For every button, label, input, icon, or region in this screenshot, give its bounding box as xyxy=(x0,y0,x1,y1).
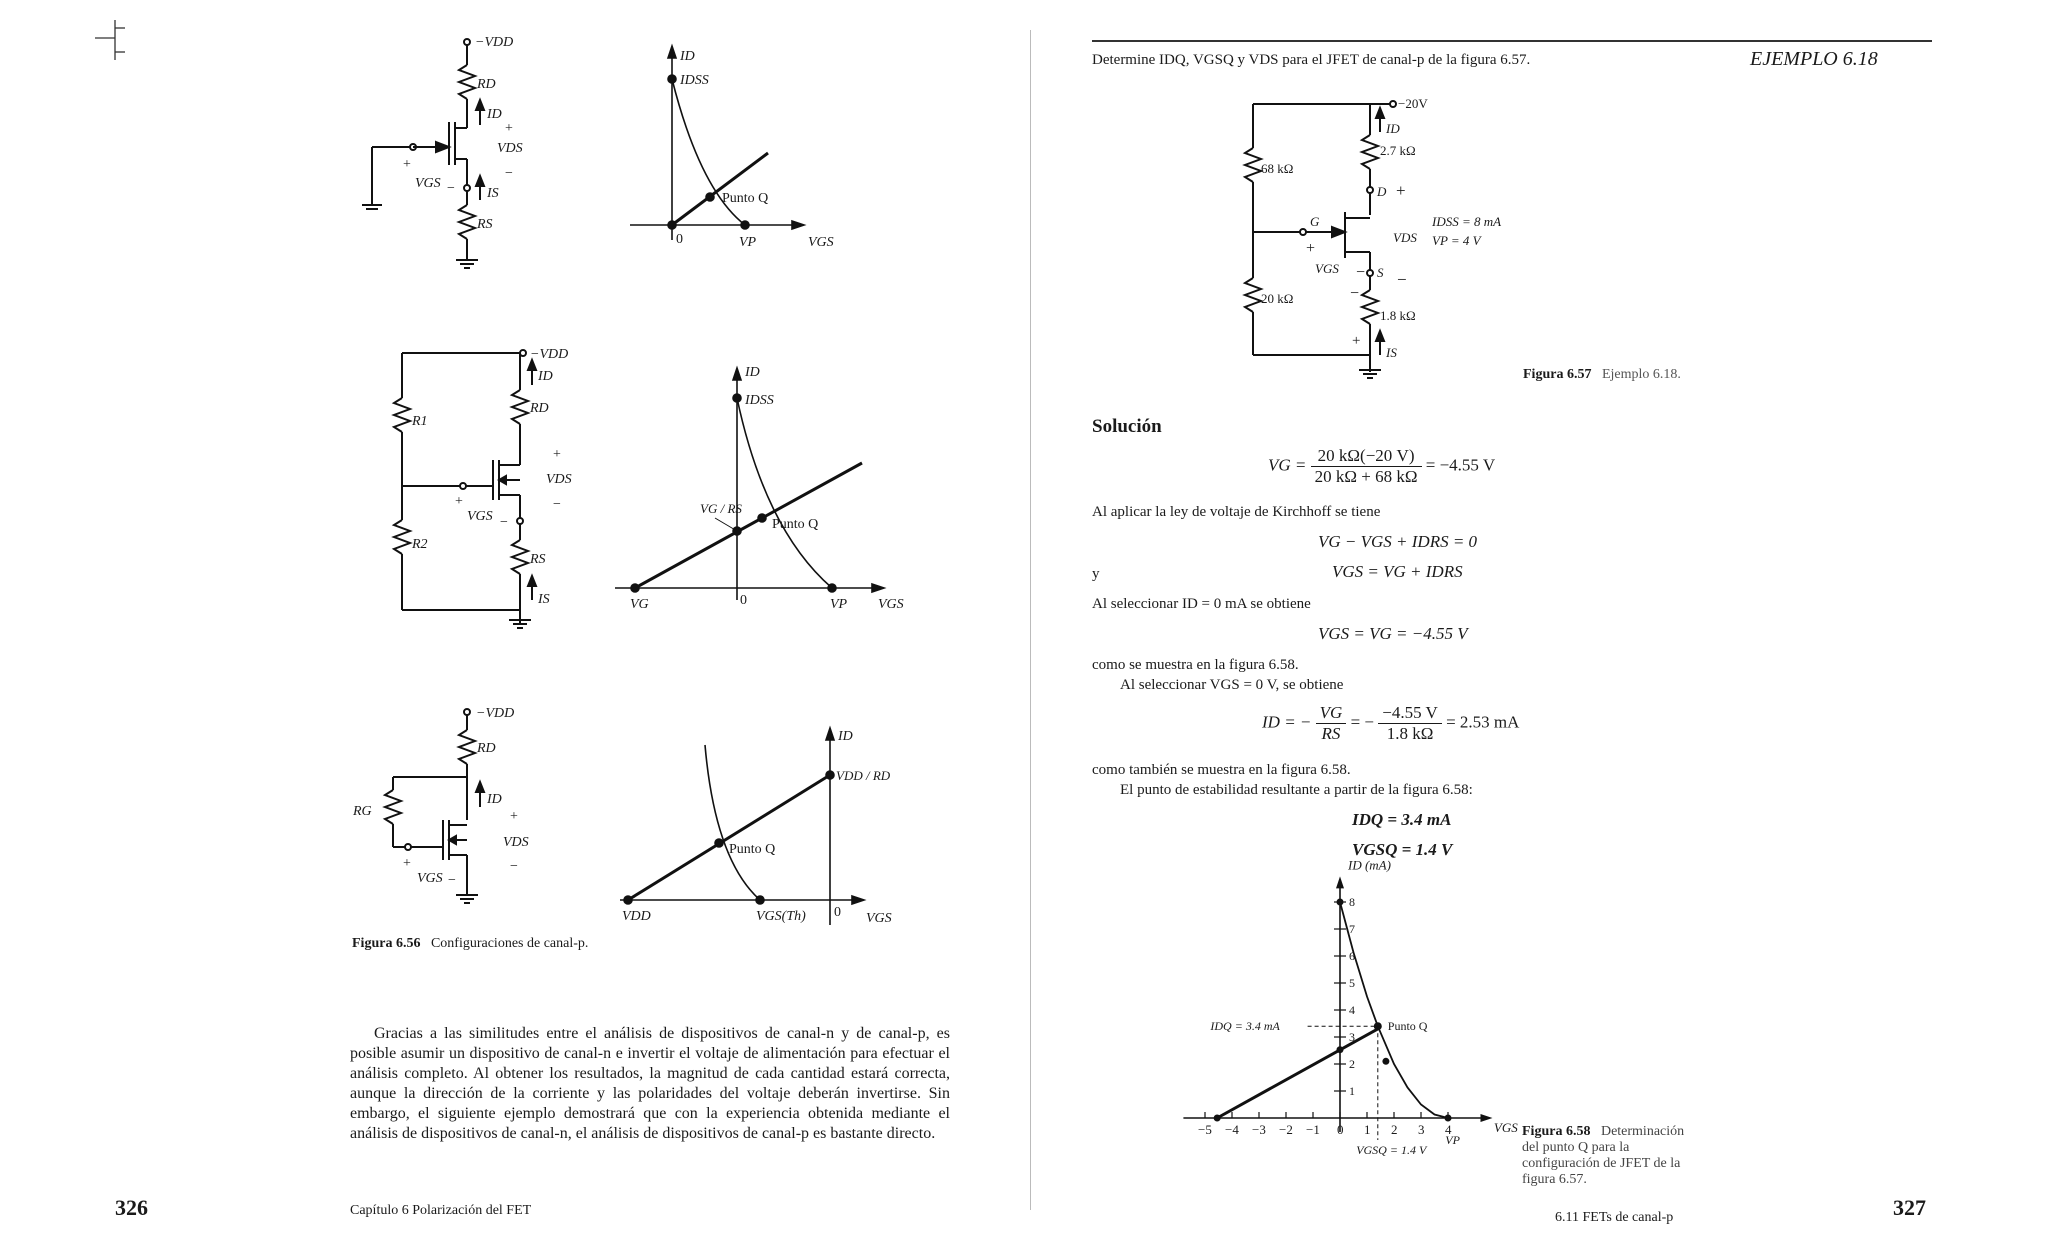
c2-vgs-minus: − xyxy=(500,515,508,530)
c57-idss: IDSS = 8 mA xyxy=(1432,214,1502,229)
c1-minus: − xyxy=(505,166,513,181)
x-tick-label: −3 xyxy=(1252,1122,1266,1137)
x-tick-label: −5 xyxy=(1198,1122,1212,1137)
vgsq-annotation: VGSQ = 1.4 V xyxy=(1356,1143,1427,1157)
c3-rg-label: RG xyxy=(353,804,372,819)
problem-statement: Determine IDQ, VGSQ y VDS para el JFET de canal-p de la figura 6.57. xyxy=(1092,52,1531,68)
right-page-footer: 6.11 FETs de canal-p xyxy=(1555,1210,1674,1225)
eq-id-num2: −4.55 V xyxy=(1378,703,1442,724)
id0-line: Al seleccionar ID = 0 mA se obtiene xyxy=(1092,596,1311,612)
c57-d: D xyxy=(1377,184,1387,199)
c57-supply: −20V xyxy=(1398,96,1428,111)
c2-vdd-label: −VDD xyxy=(530,347,569,362)
g3-vdd-label: VDD xyxy=(622,909,651,924)
g2-idss-label: IDSS xyxy=(745,393,774,408)
kirchhoff-line: Al aplicar la ley de voltaje de Kirchhoff se tiene xyxy=(1092,504,1381,520)
curve-point xyxy=(1337,1046,1344,1053)
eq-vg-den: 20 kΩ + 68 kΩ xyxy=(1314,467,1418,486)
c57-plus: + xyxy=(1396,181,1406,200)
vgs0-line: Al seleccionar VGS = 0 V, se obtiene xyxy=(1120,677,1344,693)
y-tick-label: 3 xyxy=(1349,1030,1355,1044)
eq-id-lhs: ID = − xyxy=(1262,712,1312,732)
x-tick-label: 3 xyxy=(1418,1122,1425,1137)
figure-56-label: Figura 6.56 xyxy=(352,936,421,951)
g1-vgs-label: VGS xyxy=(808,235,834,250)
c2-vgs-label: VGS xyxy=(467,509,493,524)
c3-minus: − xyxy=(510,859,518,874)
c57-rd: 2.7 kΩ xyxy=(1380,143,1416,158)
x-tick-label: −4 xyxy=(1225,1122,1239,1137)
g1-q-label: Punto Q xyxy=(722,191,769,206)
g1-origin: 0 xyxy=(676,232,683,247)
c3-vgs-minus: − xyxy=(448,873,456,888)
bias-line xyxy=(1217,1029,1378,1118)
c2-vgs-plus: + xyxy=(455,494,463,509)
g1-idss-label: IDSS xyxy=(680,73,709,88)
x-tick-label: 4 xyxy=(1445,1122,1452,1137)
c2-is-label: IS xyxy=(538,592,550,607)
g3-q-label: Punto Q xyxy=(729,842,776,857)
c1-plus: + xyxy=(505,121,513,136)
c2-vds-label: VDS xyxy=(546,472,572,487)
c3-vds-label: VDS xyxy=(503,835,529,850)
x-axis-arrow xyxy=(1481,1114,1493,1122)
fig-ref-line-2: como también se muestra en la figura 6.58. xyxy=(1092,762,1351,778)
c3-rd-label: RD xyxy=(477,741,496,756)
x-tick-label: 0 xyxy=(1337,1122,1344,1137)
c57-id: ID xyxy=(1386,121,1400,136)
c57-s: S xyxy=(1377,265,1384,280)
eq-kvl: VG − VGS + IDRS = 0 xyxy=(1318,532,1478,551)
y-tick-label: 8 xyxy=(1349,895,1355,909)
y-tick-label: 5 xyxy=(1349,976,1355,990)
figure-58-label: Figura 6.58 xyxy=(1522,1124,1591,1139)
figure-58-caption xyxy=(1522,1124,1702,1188)
figure-57-caption xyxy=(1523,367,1681,383)
curve-point xyxy=(1382,1058,1389,1065)
c3-vdd-label: −VDD xyxy=(476,706,515,721)
c1-is-label: IS xyxy=(487,186,499,201)
c1-vdd-label: −VDD xyxy=(475,35,514,50)
c57-g: G xyxy=(1310,214,1320,229)
circuit-6-57 xyxy=(1245,101,1396,378)
g3-vgs-label: VGS xyxy=(866,911,892,926)
fig-ref-line-1: como se muestra en la figura 6.58. xyxy=(1092,657,1299,673)
eq-id-frac1 xyxy=(1316,703,1347,744)
q-point-label: Punto Q xyxy=(1387,1019,1428,1034)
c3-id-label: ID xyxy=(487,792,502,807)
c1-vgs-label: VGS xyxy=(415,176,441,191)
c57-rs: 1.8 kΩ xyxy=(1380,308,1416,323)
c57-r2: 20 kΩ xyxy=(1261,291,1294,306)
y-tick-label: 6 xyxy=(1349,949,1355,963)
c57-is: IS xyxy=(1386,345,1397,360)
y-tick-label: 7 xyxy=(1349,922,1355,936)
y-tick-label: 4 xyxy=(1349,1003,1355,1017)
figure-58-text: Determinación del punto Q para la configuración de JFET de la figura 6.57. xyxy=(1522,1124,1685,1187)
eq-vg-num: 20 kΩ(−20 V) xyxy=(1311,446,1422,467)
x-tick-label: −1 xyxy=(1306,1122,1320,1137)
g1-id-label: ID xyxy=(680,49,695,64)
y-axis-label: ID (mA) xyxy=(1348,857,1391,873)
c2-rd-label: RD xyxy=(530,401,549,416)
c2-r2-label: R2 xyxy=(412,537,428,552)
figure-57-label: Figura 6.57 xyxy=(1523,367,1592,382)
c2-id-label: ID xyxy=(538,369,553,384)
stability-line: El punto de estabilidad resultante a partir de la figura 6.58: xyxy=(1120,782,1473,798)
c1-rs-label: RS xyxy=(477,217,493,232)
eq-id-den1: RS xyxy=(1321,724,1341,743)
y-axis-arrow xyxy=(1336,876,1344,888)
eq-id xyxy=(1262,703,1519,744)
figure-57-text: Ejemplo 6.18. xyxy=(1601,367,1681,382)
y-tick-label: 1 xyxy=(1349,1084,1355,1098)
g2-vp-label: VP xyxy=(830,597,848,612)
result-idq: IDQ = 3.4 mA xyxy=(1352,810,1452,829)
left-paragraph: Gracias a las similitudes entre el análisis de dispositivos de canal-n y de canal-p, es posible asumir un dispositivo de canal-n e invertir el voltaje de alimentación para efectuar el análisis completo. Al obtener los resultados, la magnitud de cada cantidad estará correcta, aunque la dirección de la corriente y las polaridades del voltaje deberán invertirse. Sin embargo, el siguiente ejemplo demostrará que con la experiencia obtenida mediante el análisis de dispositivos de canal-n, el análisis de dispositivos de canal-p es bastante directo. xyxy=(350,1025,950,1142)
idq-annotation: IDQ = 3.4 mA xyxy=(1210,1019,1280,1034)
c57-vgs-plus: + xyxy=(1306,240,1316,257)
x-tick-label: 1 xyxy=(1364,1122,1371,1137)
transfer-curve xyxy=(1340,902,1448,1118)
c2-minus: − xyxy=(553,497,561,512)
y-word: y xyxy=(1092,566,1100,582)
g3-origin: 0 xyxy=(834,905,841,920)
c57-plus2: + xyxy=(1352,333,1361,349)
curve-point xyxy=(1337,899,1344,906)
c57-r1: 68 kΩ xyxy=(1261,161,1294,176)
solution-heading: Solución xyxy=(1092,416,1162,437)
g1-vp-label: VP xyxy=(739,235,757,250)
g3-vdd-rd-label: VDD / RD xyxy=(836,768,891,783)
g3-id-label: ID xyxy=(838,729,853,744)
x-tick-label: 2 xyxy=(1391,1122,1398,1137)
c57-vp: VP = 4 V xyxy=(1432,233,1481,248)
eq-vgs: VGS = VG + IDRS xyxy=(1332,562,1463,581)
c3-plus: + xyxy=(510,809,518,824)
c57-vds: VDS xyxy=(1393,230,1417,245)
result-vgsq: VGSQ = 1.4 V xyxy=(1352,840,1453,859)
eq-vg xyxy=(1268,446,1495,487)
eq-id-frac2 xyxy=(1378,703,1442,744)
g2-vg-label: VG xyxy=(630,597,649,612)
eq-id-num1: VG xyxy=(1316,703,1347,724)
x-axis-label: VGS xyxy=(1493,1120,1518,1135)
c2-rs-label: RS xyxy=(530,552,546,567)
right-page-number: 327 xyxy=(1893,1195,1926,1220)
g2-q-label: Punto Q xyxy=(772,517,819,532)
eq-id-mid: = − xyxy=(1350,712,1374,732)
c57-vgs-minus: − xyxy=(1356,264,1366,281)
c2-r1-label: R1 xyxy=(412,414,428,429)
eq-vgs-value: VGS = VG = −4.55 V xyxy=(1318,624,1468,643)
c57-minus2: − xyxy=(1350,285,1360,302)
c57-vgs: VGS xyxy=(1315,261,1339,276)
curve-point xyxy=(1214,1115,1221,1122)
c2-plus: + xyxy=(553,447,561,462)
eq-vg-lhs: VG = xyxy=(1268,455,1307,475)
g2-id-label: ID xyxy=(745,365,760,380)
eq-id-rhs: = 2.53 mA xyxy=(1446,712,1520,732)
c1-vds-label: VDS xyxy=(497,141,523,156)
g2-origin: 0 xyxy=(740,593,747,608)
figure-6-58-chart xyxy=(1183,858,1518,1157)
vp-annotation: VP xyxy=(1445,1133,1460,1147)
g2-vg-rs-label: VG / RS xyxy=(700,501,742,516)
eq-vg-rhs: = −4.55 V xyxy=(1425,455,1496,475)
figure-56-text: Configuraciones de canal-p. xyxy=(430,936,589,951)
c1-id-label: ID xyxy=(487,107,502,122)
g3-vgsth-label: VGS(Th) xyxy=(756,909,806,924)
left-page-number: 326 xyxy=(115,1195,148,1220)
c57-minus: − xyxy=(1397,270,1407,289)
g2-vgs-label: VGS xyxy=(878,597,904,612)
curve-point xyxy=(1445,1115,1452,1122)
c1-rd-label: RD xyxy=(477,77,496,92)
c1-vgs-plus: + xyxy=(403,157,411,172)
c3-vgs-label: VGS xyxy=(417,871,443,886)
x-tick-label: −2 xyxy=(1279,1122,1293,1137)
left-page-footer: Capítulo 6 Polarización del FET xyxy=(350,1203,532,1218)
eq-vg-fraction xyxy=(1311,446,1422,487)
example-title: EJEMPLO 6.18 xyxy=(1750,48,1878,70)
c3-vgs-plus: + xyxy=(403,856,411,871)
eq-id-den2: 1.8 kΩ xyxy=(1386,724,1434,743)
c1-vgs-minus: − xyxy=(447,181,455,196)
y-tick-label: 2 xyxy=(1349,1057,1355,1071)
